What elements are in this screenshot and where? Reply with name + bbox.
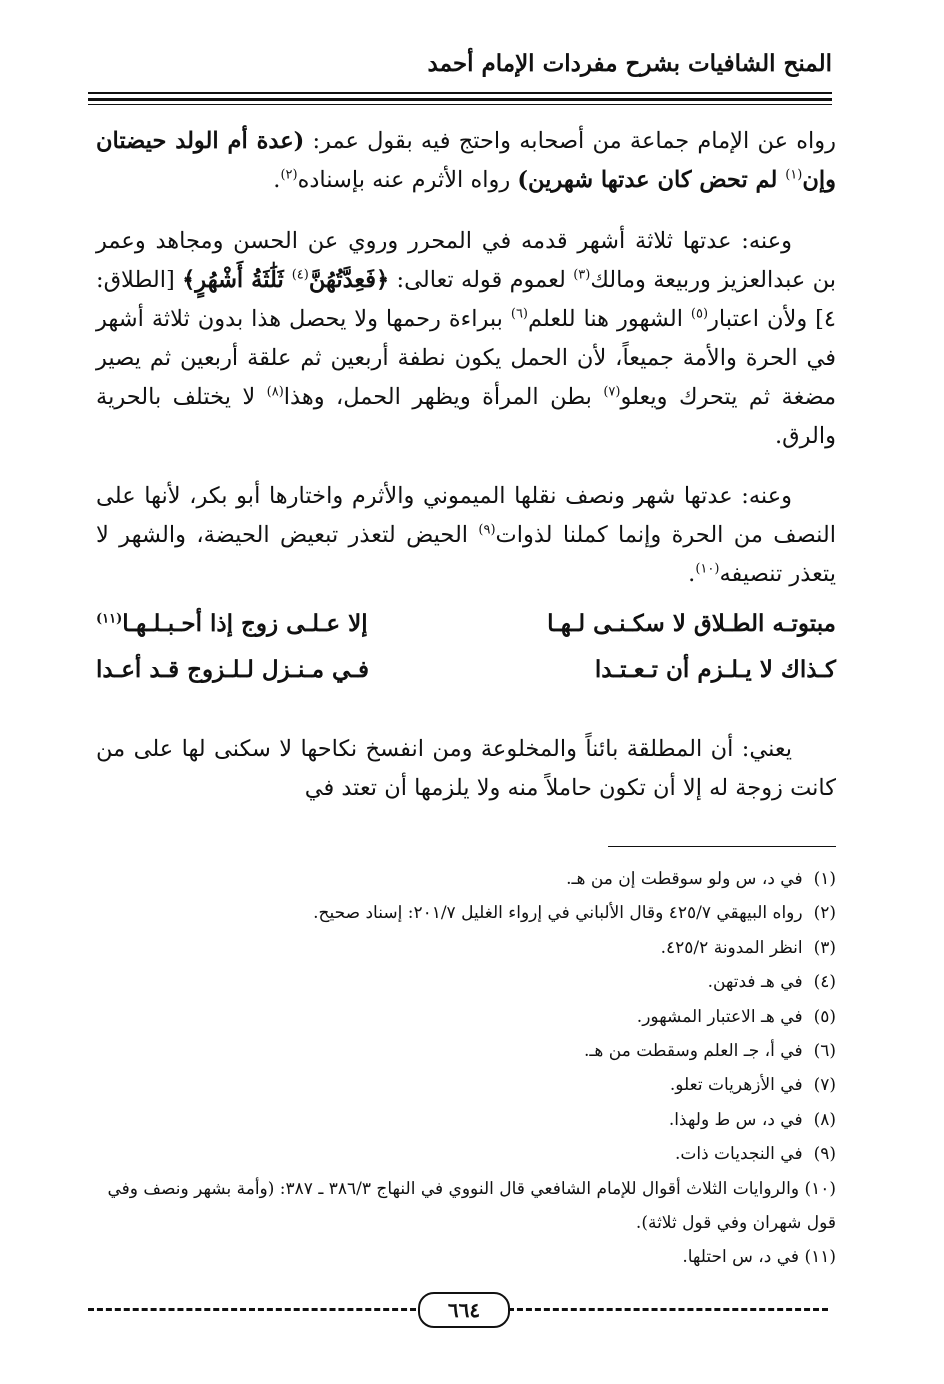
quran-quote-part1: ﴿فَعِدَّتُهُنَّ (308, 267, 390, 293)
paragraph-1-end: . (273, 167, 281, 193)
footnote-text: في د، س ولو سوقطت إن من هـ. (566, 869, 803, 889)
header-rule-top (88, 92, 832, 94)
footnote-number: (٨) (813, 1109, 836, 1130)
paragraph-2-text-f: بطن المرأة ويظهر الحمل، وهذا (283, 384, 604, 410)
verse-1-second-hemistich-text: إلا عـلـى زوج إذا أحـبـلـهـا (122, 610, 368, 637)
paragraph-1 (96, 122, 836, 200)
footnote-number: (٦) (813, 1041, 836, 1062)
paragraph-1-intro: رواه عن الإمام جماعة من أصحابه واحتج فيه بقول عمر: (304, 128, 836, 154)
paragraph-3-text-b: الحيض لتعذر تبعيض الحيضة، والشهر لا يتعذر تنصيفه (96, 522, 836, 587)
paragraph-2-text-b: لعموم قوله تعالى: (389, 267, 574, 293)
footnote-ref-7: (٧) (603, 384, 621, 400)
footnote-number: (١) (813, 869, 836, 889)
footnote-1 (86, 862, 836, 896)
page-number: ٦٦٤ (418, 1292, 510, 1328)
footnote-ref-5: (٥) (690, 306, 709, 322)
paragraph-2-text-c: [الطلاق: ٤] ولأن اعتبار (96, 267, 836, 332)
footnote-ref-1: (١) (785, 167, 803, 183)
footnote-separator (608, 846, 836, 847)
footnote-text: في أ، جـ العلم وسقطت من هـ. (584, 1041, 803, 1062)
running-header-title: المنح الشافيات بشرح مفردات الإمام أحمد (427, 50, 832, 77)
footnote-number: (٢) (813, 903, 836, 924)
footnote-ref-4: (٤) (291, 267, 309, 283)
footnote-ref-11: (١١) (96, 611, 123, 627)
verse-1-first-hemistich: مبتوتـه الطـلاق لا سكـنـى لـهـا (547, 610, 836, 637)
footnote-number: (٥) (813, 1006, 836, 1027)
footnote-ref-3: (٣) (573, 267, 591, 283)
footnote-number: (٣) (813, 937, 836, 958)
verse-2-second-hemistich: فـي مـنـزل لـلـزوج قـد أعـدا (96, 656, 369, 683)
footnote-3 (86, 931, 836, 965)
footnote-7 (86, 1068, 836, 1102)
paragraph-2-text-e: ببراءة رحمها ولا يحصل هذا بدون ثلاثة أشهر في الحرة والأمة جميعاً، لأن الحمل يكون نطفة أربعين ثم علقة أربعين ثم يصير مضغة ثم يتحرك ويعلو (96, 306, 837, 410)
footnote-11 (86, 1240, 836, 1274)
paragraph-4: يعني: أن المطلقة بائناً والمخلوعة ومن انفسخ نكاحها لا سكنى لها على من كانت زوجة له إلا أن تكون حاملاً منه ولا يلزمها أن تعتد في (96, 736, 836, 801)
paragraph-2-intro: وعنه: عدتها ثلاثة أشهر قدمه في المحرر وروي عن الحسن ومجاهد وعمر بن عبدالعزيز وربيعة ومالك (96, 228, 836, 293)
footnote-5 (86, 1000, 836, 1034)
footnote-number: (٤) (813, 972, 836, 993)
header-rule-middle (88, 98, 832, 101)
footnote-ref-9: (٩) (478, 522, 496, 538)
paragraph-3-intro: وعنه: عدتها شهر ونصف نقلها الميموني والأثرم واختارها أبو بكر، لأنها على النصف من الحرة وإنما كملنا لذوات (96, 483, 836, 548)
footnote-ref-10: (١٠) (695, 561, 720, 577)
header-rule-bottom (88, 104, 832, 105)
footnote-text: في د، س احتلها. (682, 1247, 800, 1268)
footnote-number: (١٠) (804, 1178, 836, 1199)
footnote-text: في هـ الاعتبار المشهور. (636, 1006, 803, 1027)
footnote-6 (86, 1034, 836, 1068)
footnote-text: في د، س ط ولهذا. (668, 1109, 803, 1130)
quran-quote-part2: ثَلَٰثَةُ أَشْهُرٍ﴾ (182, 267, 292, 293)
footnote-ref-8: (٨) (266, 384, 284, 400)
verse-line-1 (96, 610, 836, 650)
footnote-text: في الأزهريات تعلو. (669, 1075, 803, 1096)
footnote-ref-2: (٢) (280, 167, 298, 183)
footnote-number: (٧) (813, 1075, 836, 1096)
footnote-text: رواه البيهقي ٤٢٥/٧ وقال الألباني في إرواء الغليل ٢٠١/٧: إسناد صحيح. (313, 903, 803, 924)
paragraph-3-end: . (688, 561, 696, 587)
verse-line-2 (96, 656, 836, 696)
footer-dashed-rule-right (508, 1308, 828, 1311)
verse-2-first-hemistich: كـذاك لا يـلـزم أن تـعـتـدا (594, 656, 836, 683)
footnote-8 (86, 1103, 836, 1137)
paragraph-3 (96, 477, 836, 594)
paragraph-2 (96, 222, 836, 456)
verse-1-second-hemistich (96, 610, 368, 637)
paragraph-2-text-g: لا يختلف بالحرية والرق. (96, 384, 836, 449)
footnotes-list (86, 862, 836, 1275)
footer-dashed-rule-left (88, 1308, 416, 1311)
paragraph-1-attribution: رواه الأثرم عنه بإسناده (297, 167, 518, 193)
footnote-10 (86, 1172, 836, 1241)
footnote-text: والروايات الثلاث أقوال للإمام الشافعي قال النووي في النهاج ٣٨٦/٣ ـ ٣٨٧: (وأمة بشهر ونصف وفي قول شهران وفي قول ثلاثة). (107, 1178, 836, 1234)
footnote-text: انظر المدونة ٤٢٥/٢. (660, 937, 803, 958)
footnote-number: (١١) (804, 1247, 836, 1268)
footnote-number: (٩) (813, 1144, 836, 1165)
footnote-4 (86, 965, 836, 999)
paragraph-2-text-d: الشهور هنا للعلم (528, 306, 691, 332)
quote-umar-part2: لم تحض كان عدتها شهرين) (517, 167, 786, 193)
footnote-9 (86, 1137, 836, 1171)
footnote-2 (86, 896, 836, 930)
footnote-text: في النجديات ذات. (674, 1144, 803, 1165)
footnote-text: في هـ فدتهن. (707, 972, 803, 993)
footnote-ref-6: (٦) (510, 306, 528, 322)
quote-umar-part1: (عدة أم الولد حيضتان وإن (96, 128, 836, 193)
